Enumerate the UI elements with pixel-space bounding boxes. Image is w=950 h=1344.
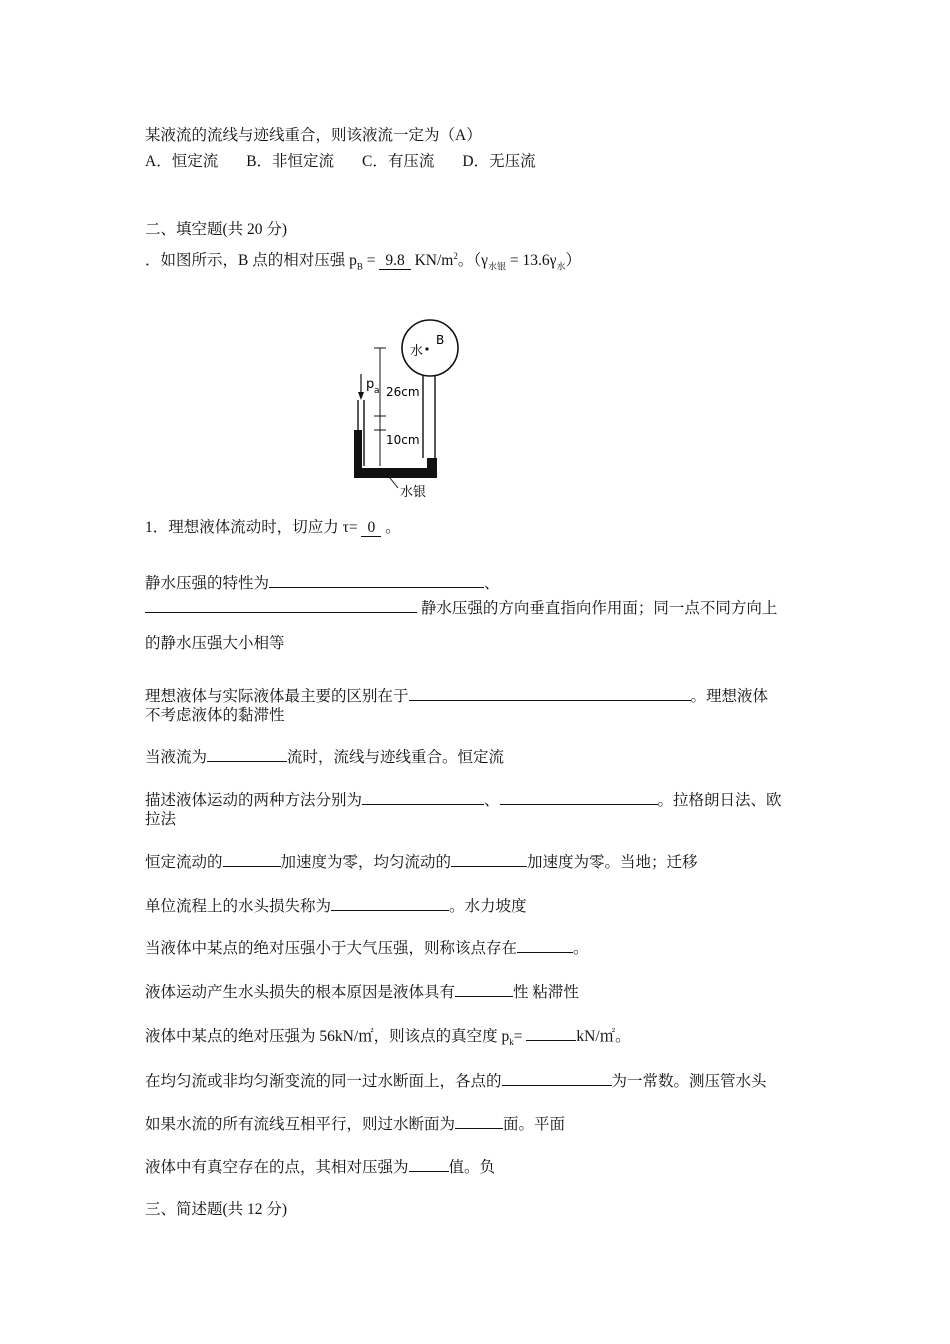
mercury-leader — [390, 478, 398, 488]
question-steady-text: 当液流为 — [145, 749, 208, 766]
question-ideal-line2: 不考虑液体的黏滞性 — [145, 707, 285, 724]
figure-question-close: ） — [565, 252, 581, 270]
question-static-line2 — [145, 597, 777, 619]
question-vacuum — [145, 937, 589, 959]
figure-question-unit: KN/m — [410, 252, 454, 270]
separator: 、 — [484, 792, 500, 809]
question-tau-text: 1．理想液体流动时，切应力 τ= — [145, 519, 358, 536]
figure-question-eq: = — [362, 252, 380, 270]
question-pk-eq: = — [513, 1028, 527, 1045]
manometer-figure — [340, 318, 480, 503]
question-slope-end: 。水力坡度 — [449, 898, 527, 915]
label-10cm: 10cm — [386, 433, 420, 447]
point-b — [425, 347, 428, 350]
question-plane-end: 面。平面 — [503, 1116, 566, 1133]
separator: 、 — [484, 575, 500, 592]
question-ideal-end: 。理想液体 — [690, 688, 769, 705]
question-slope — [145, 895, 527, 917]
question-methods-line2: 拉法 — [145, 811, 177, 828]
question-methods — [145, 789, 782, 811]
question-accel — [145, 851, 698, 873]
pb-subscript: B — [356, 261, 363, 272]
blank — [455, 981, 513, 997]
question-pk — [145, 1025, 631, 1052]
blank — [409, 1156, 449, 1172]
question-ideal-text: 理想液体与实际液体最主要的区别在于 — [145, 688, 409, 705]
question-steady — [145, 746, 504, 768]
blank — [451, 851, 527, 867]
blank — [331, 895, 449, 911]
gamma-water-sub: 水 — [556, 261, 566, 272]
question-tau-end: 。 — [385, 519, 401, 536]
option-c: C．有压流 — [362, 153, 435, 170]
blank — [207, 746, 287, 762]
question-head — [145, 1070, 767, 1092]
question-head-end: 为一常数。测压管水头 — [611, 1073, 767, 1090]
label-mercury: 水银 — [400, 485, 427, 500]
answer-tau: 0 — [361, 519, 381, 537]
question-accel-mid: 加速度为零，均匀流动的 — [280, 854, 452, 871]
question-methods-end: 。拉格朗日法、欧 — [657, 792, 782, 809]
question-static-text: 静水压强的特性为 — [145, 575, 270, 592]
option-b: B．非恒定流 — [246, 153, 335, 170]
question-tau — [145, 518, 401, 538]
blank — [526, 1025, 576, 1041]
label-26cm: 26cm — [386, 385, 420, 399]
question-negative-text: 液体中有真空存在的点，其相对压强为 — [145, 1159, 409, 1176]
question-pk-end: kN/㎡。 — [576, 1028, 631, 1045]
figure-question — [145, 246, 581, 276]
question-vacuum-end: 。 — [573, 940, 589, 957]
question-steady-end: 流时，流线与迹线重合。恒定流 — [287, 749, 505, 766]
option-d: D．无压流 — [462, 153, 536, 170]
figure-question-lead: ．如图所示，B 点的相对压强 p — [145, 252, 357, 270]
option-a: A．恒定流 — [145, 153, 219, 170]
label-pa: p — [366, 377, 375, 392]
label-pa-sub: a — [374, 386, 380, 396]
label-water: 水 — [410, 344, 424, 359]
question-accel-end: 加速度为零。当地；迁移 — [527, 854, 698, 871]
options-row — [145, 152, 564, 172]
question-negative — [145, 1156, 495, 1178]
question-stem: 某液流的流线与迹线重合，则该液流一定为（A） — [145, 127, 482, 144]
question-loss-end: 性 粘滞性 — [513, 984, 579, 1001]
blank — [502, 1070, 612, 1086]
pk-subscript: k — [509, 1037, 514, 1048]
question-accel-text: 恒定流动的 — [145, 854, 223, 871]
pa-arrowhead — [358, 392, 364, 400]
question-vacuum-text: 当液体中某点的绝对压强小于大气压强，则称该点存在 — [145, 940, 518, 957]
label-b: B — [436, 333, 445, 347]
figure-question-tail: 。（γ — [457, 252, 488, 270]
gamma-mid: = 13.6γ — [505, 252, 557, 270]
blank — [269, 572, 484, 588]
question-static-tail: 静水压强的方向垂直指向作用面；同一点不同方向上 — [420, 600, 778, 617]
question-slope-text: 单位流程上的水头损失称为 — [145, 898, 332, 915]
question-loss-text: 液体运动产生水头损失的根本原因是液体具有 — [145, 984, 456, 1001]
question-ideal — [145, 685, 768, 707]
question-methods-text: 描述液体运动的两种方法分别为 — [145, 792, 363, 809]
blank — [409, 685, 691, 701]
question-loss — [145, 981, 579, 1003]
blank — [517, 937, 573, 953]
question-plane — [145, 1113, 565, 1135]
blank — [455, 1113, 503, 1129]
figure-question-answer: 9.8 — [379, 252, 410, 270]
question-plane-text: 如果水流的所有流线互相平行，则过水断面为 — [145, 1116, 456, 1133]
blank — [362, 789, 484, 805]
gamma-mercury-sub: 水银 — [487, 261, 506, 272]
section-heading: 二、填空题(共 20 分) — [145, 221, 288, 238]
blank — [223, 851, 281, 867]
blank — [145, 597, 417, 613]
question-static — [145, 572, 500, 594]
question-pk-text: 液体中某点的绝对压强为 56kN/㎡，则该点的真空度 p — [145, 1028, 510, 1045]
question-static-line3: 的静水压强大小相等 — [145, 635, 285, 652]
question-negative-end: 值。负 — [448, 1159, 496, 1176]
section-heading: 三、简述题(共 12 分) — [145, 1201, 288, 1218]
question-head-text: 在均匀流或非均匀渐变流的同一过水断面上，各点的 — [145, 1073, 502, 1090]
unit-exponent: 2 — [453, 251, 458, 261]
blank — [500, 789, 658, 805]
